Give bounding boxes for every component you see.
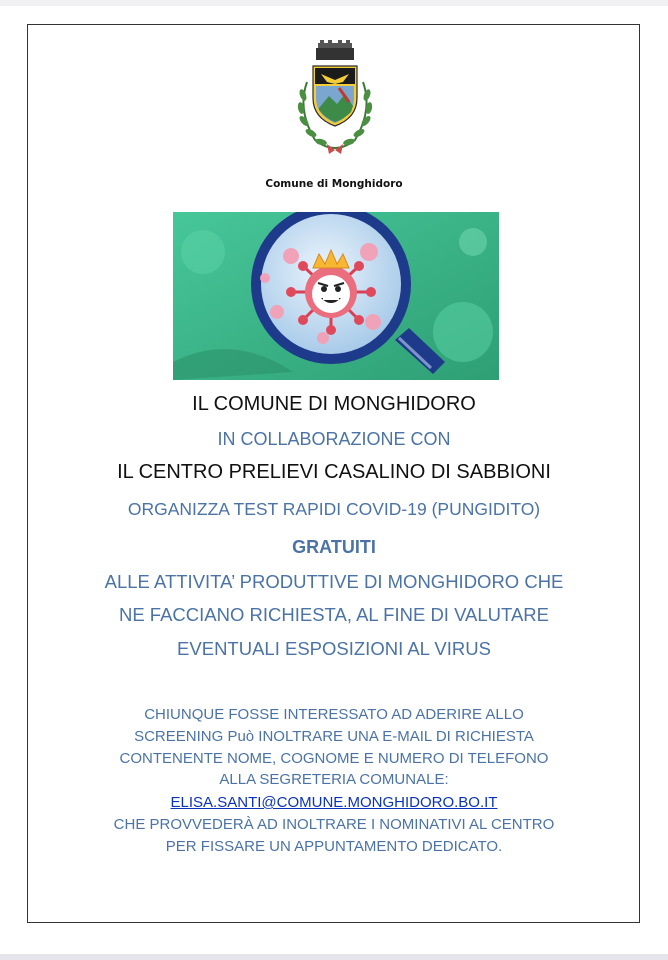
comune-label: Comune di Monghidoro [265, 178, 403, 190]
free-label: GRATUITI [292, 537, 376, 557]
headline-comune: IL COMUNE DI MONGHIDORO [192, 393, 476, 415]
instructions-line-4: ALLA SEGRETERIA COMUNALE: [219, 771, 449, 788]
test-description: ORGANIZZA TEST RAPIDI COVID-19 (PUNGIDITO) [127, 499, 541, 519]
instructions-line-1: CHIUNQUE FOSSE INTERESSATO AD ADERIRE ALLO [144, 706, 524, 723]
instructions-line-6: CHE PROVVEDERÀ AD INOLTRARE I NOMINATIVI AL CENTRO [113, 816, 555, 833]
audience-text-3: EVENTUALI ESPOSIZIONI AL VIRUS [177, 638, 491, 659]
collaboration-text: IN COLLABORAZIONE CON [217, 429, 451, 449]
audience-text-2: NE FACCIANO RICHIESTA, AL FINE DI VALUTARE [118, 604, 550, 625]
email-link[interactable]: ELISA.SANTI@COMUNE.MONGHIDORO.BO.IT [170, 794, 498, 811]
audience-text-1: ALLE ATTIVITA’ PRODUTTIVE DI MONGHIDORO CHE [104, 571, 564, 592]
bottom-strip [0, 954, 668, 960]
magnifying-glass-virus-icon [173, 212, 499, 380]
instructions-line-3: CONTENENTE NOME, COGNOME E NUMERO DI TELEFONO [119, 750, 549, 767]
municipal-coat-of-arms-icon [293, 40, 377, 158]
instructions-line-7: PER FISSARE UN APPUNTAMENTO DEDICATO. [165, 838, 503, 855]
partner-name: IL CENTRO PRELIEVI CASALINO DI SABBIONI [117, 461, 551, 483]
email-link-row [0, 794, 668, 811]
instructions-line-2: SCREENING Può INOLTRARE UNA E-MAIL DI RICHIESTA [134, 728, 534, 745]
